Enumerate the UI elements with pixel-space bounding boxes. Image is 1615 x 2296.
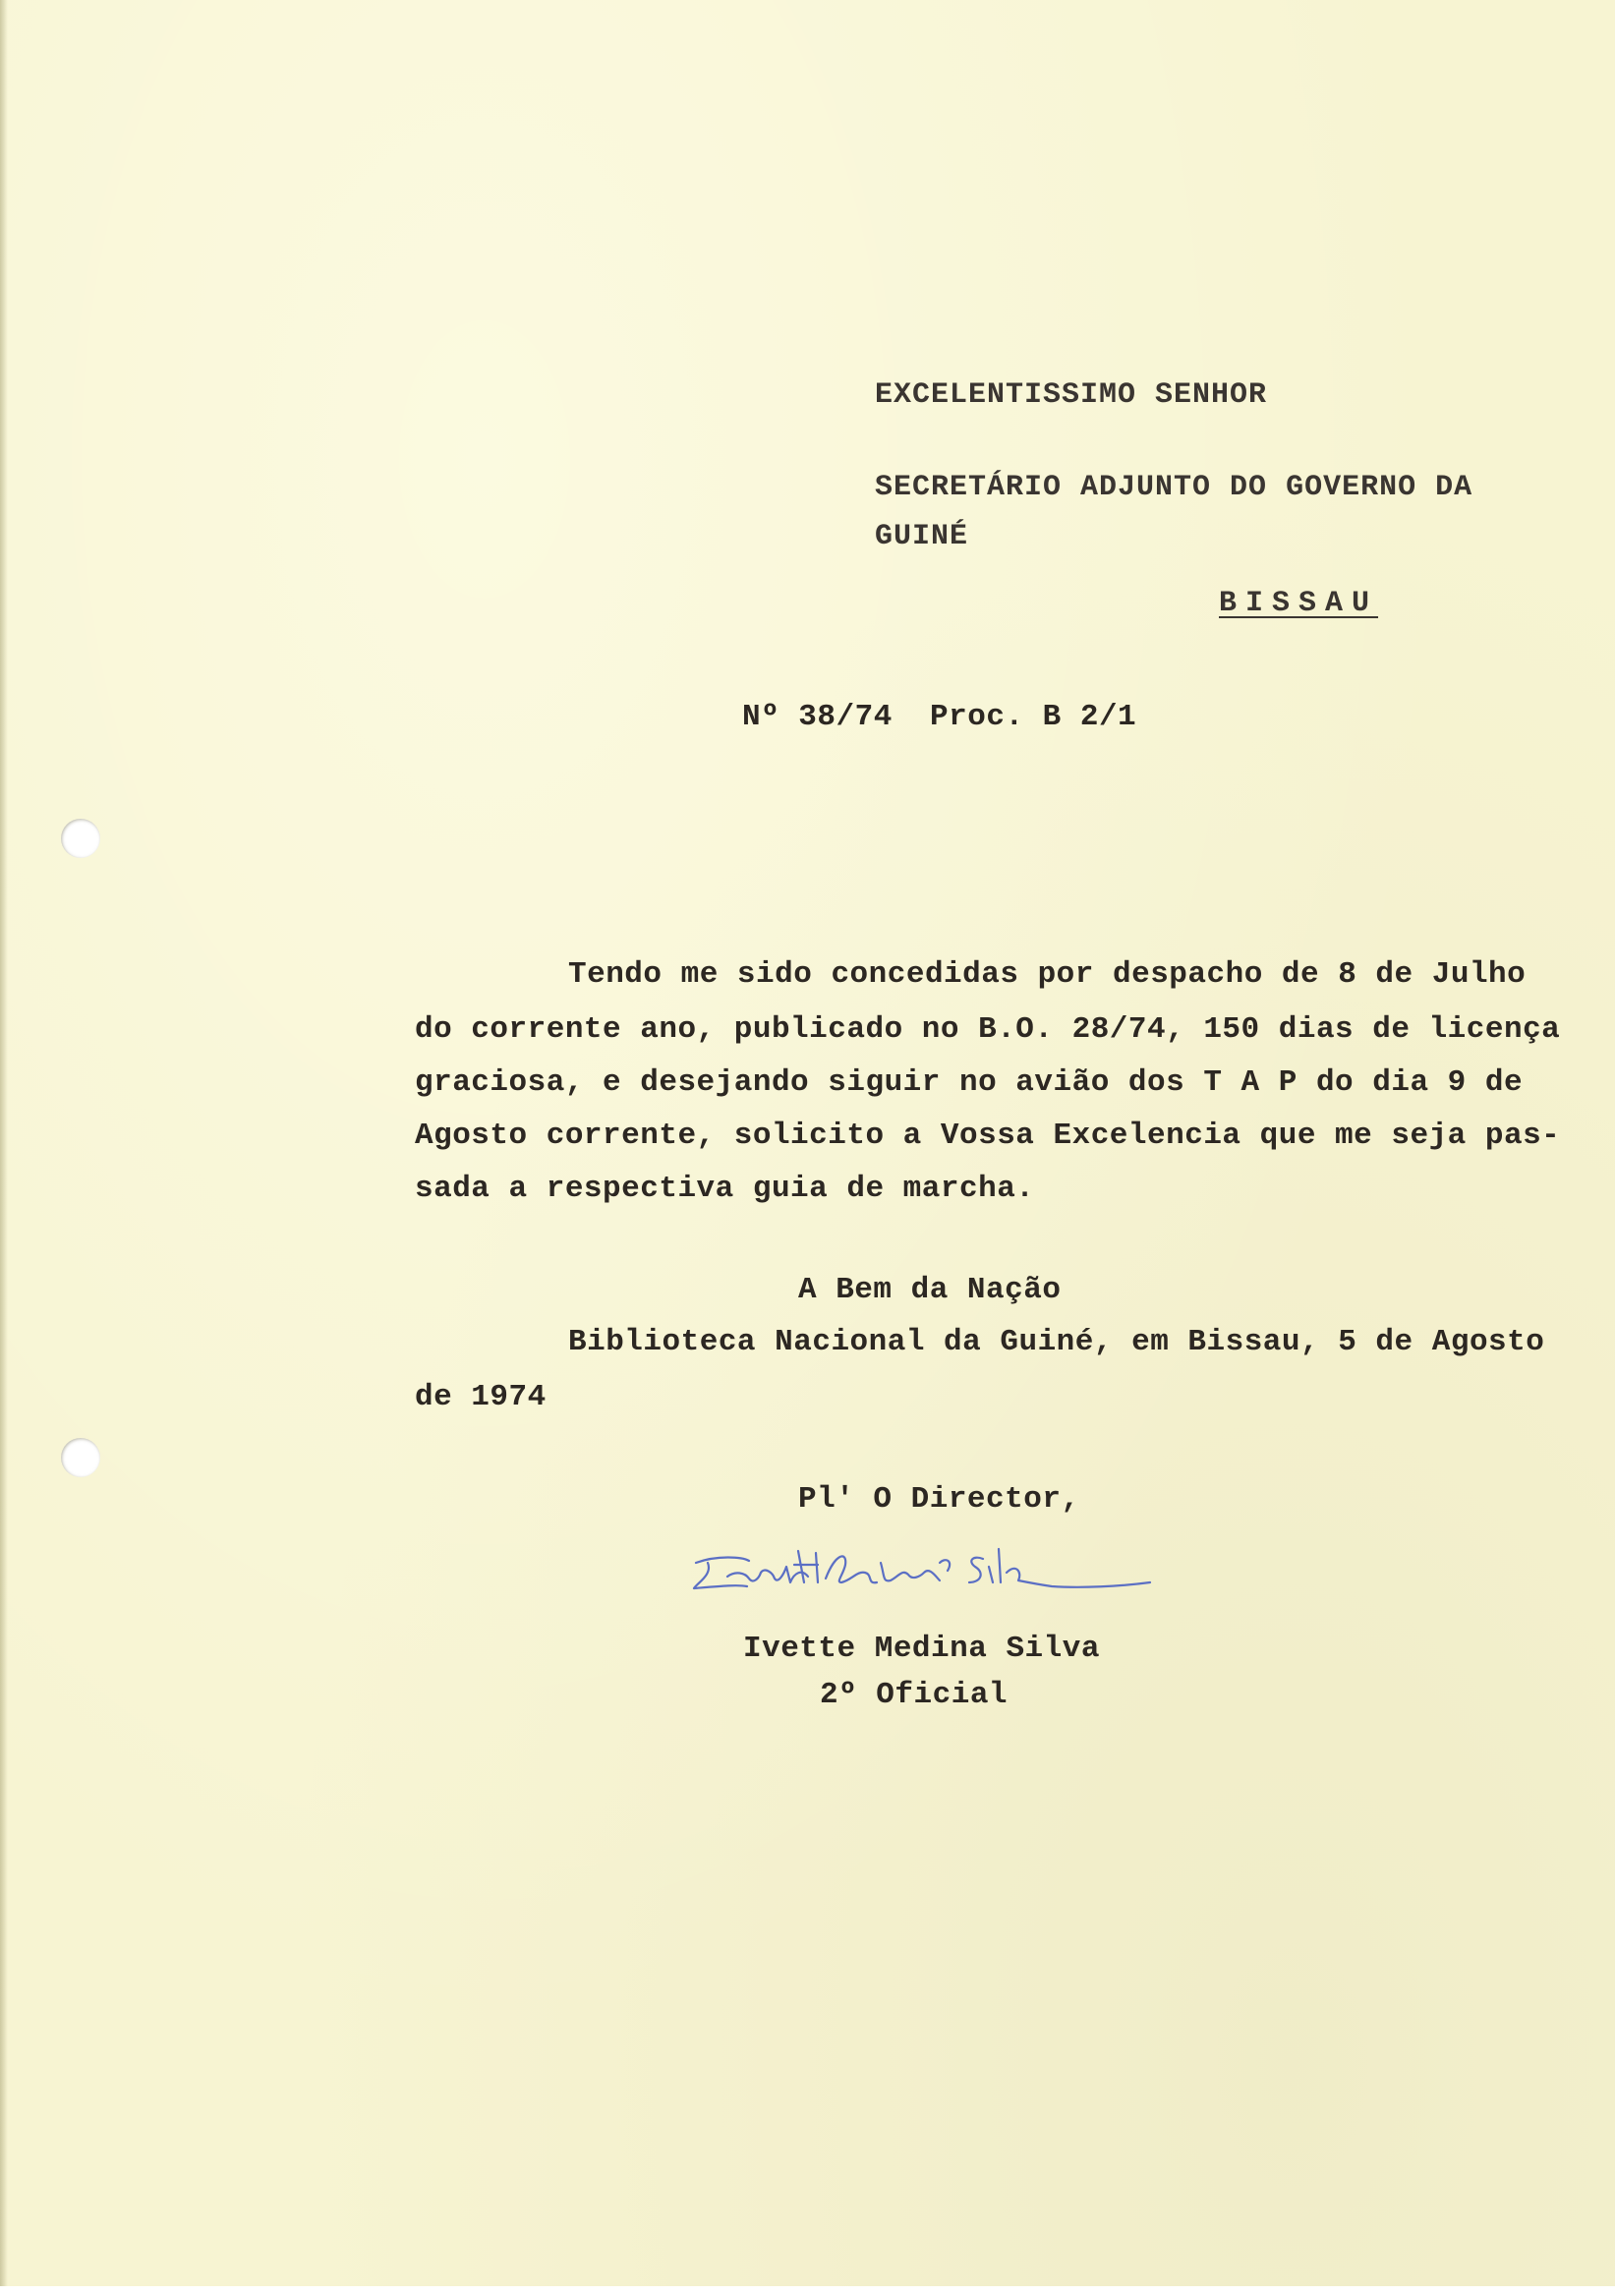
body-line-2: do corrente ano, publicado no B.O. 28/74, 150 dias de licença [415,1012,1561,1047]
body-line-4: Agosto corrente, solicito a Vossa Excelencia que me seja pas- [415,1119,1561,1153]
for-director-label: Pl' O Director, [798,1482,1080,1517]
addressee-salutation: EXCELENTISSIMO SENHOR [875,378,1268,412]
addressee-title-line1: SECRETÁRIO ADJUNTO DO GOVERNO DA [875,471,1473,504]
body-line-3: graciosa, e desejando siguir no avião dos T A P do dia 9 de [415,1065,1524,1100]
handwritten-signature [688,1543,1199,1622]
addressee-city: BISSAU [1219,587,1379,620]
page-edge-shadow [0,0,8,2296]
reference-number: Nº 38/74 Proc. B 2/1 [742,700,1137,734]
closing-motto: A Bem da Nação [798,1273,1062,1307]
place-date-line2: de 1974 [415,1380,547,1414]
place-date-line1: Biblioteca Nacional da Guiné, em Bissau, 5 de Agosto [568,1325,1545,1359]
addressee-title-line2: GUINÉ [875,520,969,553]
body-line-1: Tendo me sido concedidas por despacho de 8 de Julho [568,957,1527,992]
signatory-position: 2º Oficial [820,1678,1009,1712]
punch-hole-bottom [61,1438,100,1477]
body-line-5: sada a respectiva guia de marcha. [415,1172,1035,1206]
signatory-name: Ivette Medina Silva [743,1632,1100,1666]
page-bottom-edge [0,2286,1615,2296]
punch-hole-top [61,819,100,858]
